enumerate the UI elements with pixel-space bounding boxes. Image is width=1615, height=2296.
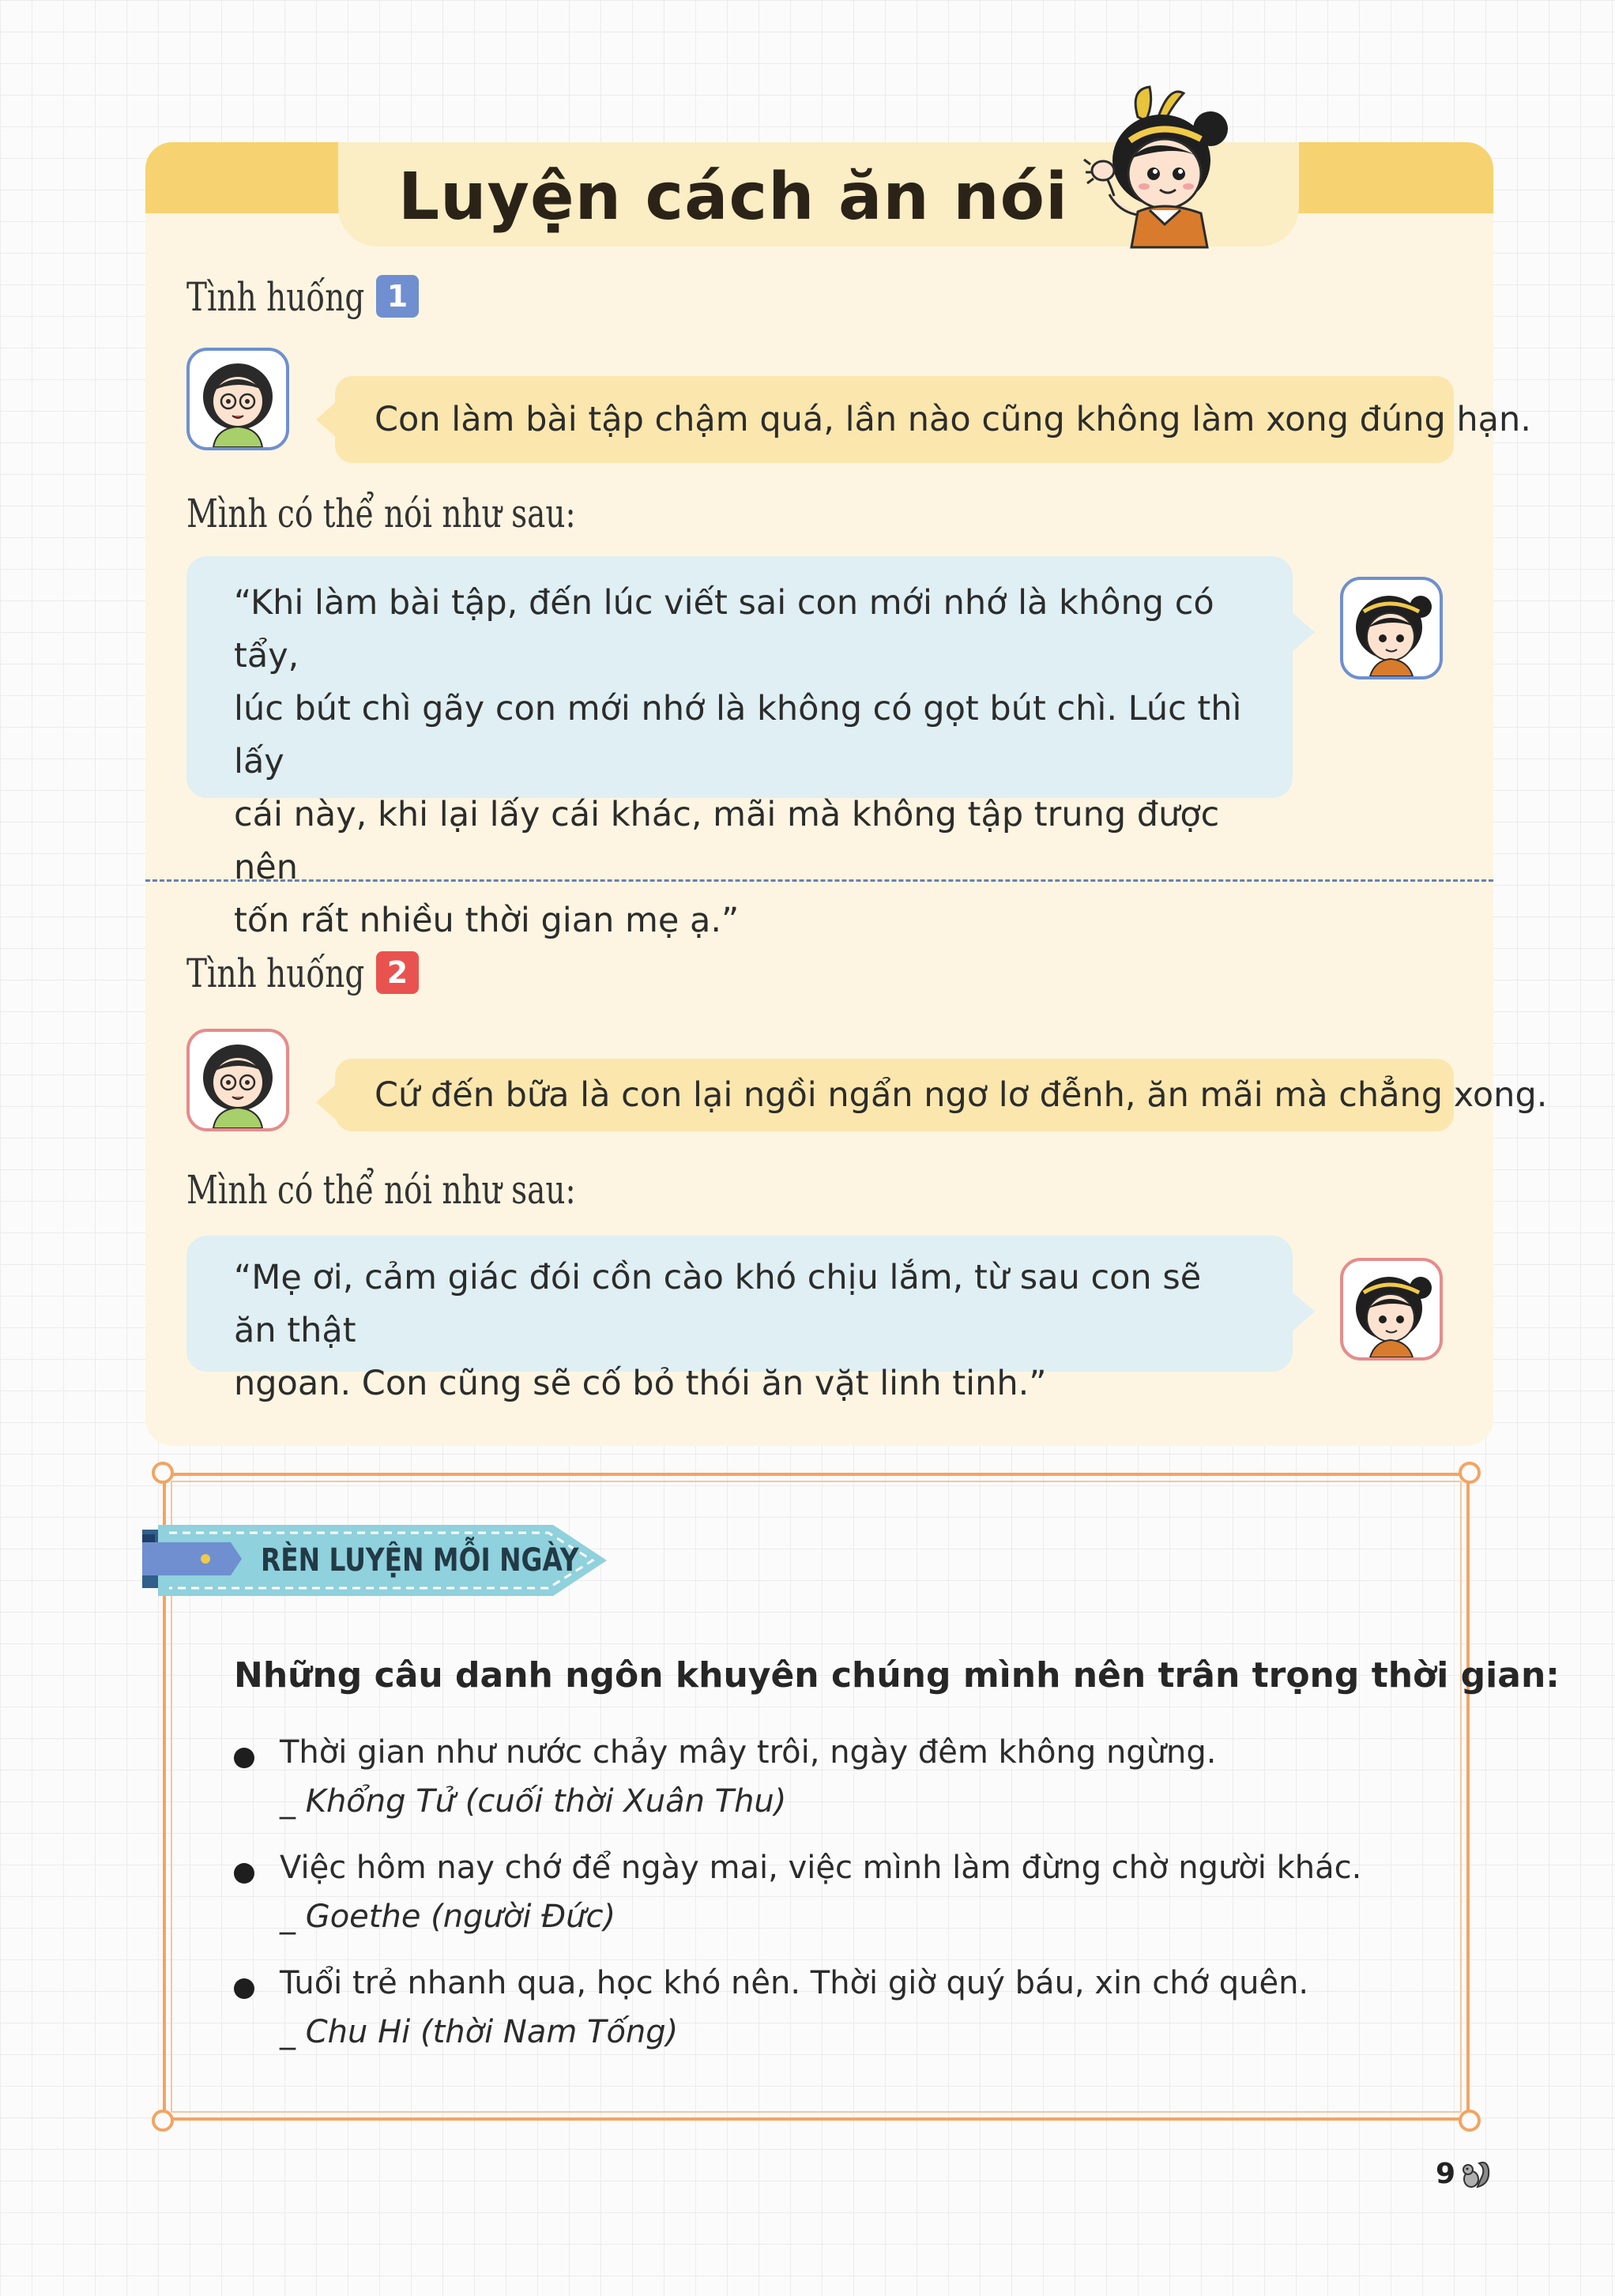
frame-corner bbox=[152, 1462, 174, 1484]
situation-1-say-label: Mình có thể nói như sau: bbox=[186, 491, 576, 536]
quotes-heading: Những câu danh ngôn khuyên chúng mình nên trân trọng thời gian: bbox=[234, 1655, 1560, 1696]
quote-author: _ Khổng Tử (cuối thời Xuân Thu) bbox=[280, 1783, 787, 1820]
quote-author: _ Goethe (người Đức) bbox=[280, 1899, 616, 1935]
situation-2-label: Tình huống bbox=[186, 950, 365, 996]
kid-line: tốn rất nhiều thời gian mẹ ạ.” bbox=[234, 901, 740, 940]
quote-item bbox=[234, 1842, 1451, 1945]
frame-corner bbox=[152, 2110, 174, 2132]
quote-item bbox=[234, 1727, 1451, 1830]
bullet-icon bbox=[234, 1863, 254, 1884]
quote-text: Tuổi trẻ nhanh qua, học khó nên. Thời giờ quý báu, xin chớ quên. bbox=[280, 1965, 1309, 2001]
situation-1-label: Tình huống bbox=[186, 274, 365, 320]
bullet-icon bbox=[234, 1978, 254, 1999]
section-divider bbox=[145, 879, 1493, 882]
quote-item bbox=[234, 1958, 1451, 2061]
kid-line: “Mẹ ơi, cảm giác đói cồn cào khó chịu lắm, từ sau con sẽ ăn thật bbox=[234, 1258, 1202, 1350]
quote-text: Thời gian như nước chảy mây trôi, ngày đêm không ngừng. bbox=[280, 1734, 1217, 1771]
mom-avatar bbox=[186, 348, 289, 450]
quote-author: _ Chu Hi (thời Nam Tống) bbox=[280, 2014, 679, 2050]
quote-text: Việc hôm nay chớ để ngày mai, việc mình làm đừng chờ người khác. bbox=[280, 1850, 1362, 1886]
squirrel-icon bbox=[1459, 2157, 1492, 2190]
kid-avatar bbox=[1340, 1258, 1443, 1361]
kid-line: cái này, khi lại lấy cái khác, mãi mà không tập trung được nên bbox=[234, 795, 1220, 887]
practice-ribbon-label: RÈN LUYỆN MỖI NGÀY bbox=[261, 1542, 579, 1579]
page-number: 9 bbox=[1435, 2158, 1455, 2190]
kid-line: lúc bút chì gãy con mới nhớ là không có gọt bút chì. Lúc thì lấy bbox=[234, 689, 1242, 781]
situation-1-number-badge: 1 bbox=[376, 275, 419, 318]
girl-waving-illustration bbox=[1082, 85, 1264, 251]
kid-line: ngoan. Con cũng sẽ cố bỏ thói ăn vặt linh tinh.” bbox=[234, 1364, 1047, 1403]
kid-line: “Khi làm bài tập, đến lúc viết sai con mới nhớ là không có tẩy, bbox=[234, 583, 1214, 676]
kid-speech-bubble bbox=[186, 556, 1293, 940]
mom-speech-bubble: Cứ đến bữa là con lại ngồi ngẩn ngơ lơ đễnh, ăn mãi mà chẳng xong. bbox=[335, 1059, 1454, 1131]
kid-avatar bbox=[1340, 577, 1443, 679]
mom-speech-bubble: Con làm bài tập chậm quá, lần nào cũng không làm xong đúng hạn. bbox=[335, 376, 1454, 463]
bullet-icon bbox=[234, 1748, 254, 1768]
frame-corner bbox=[1459, 1462, 1481, 1484]
frame-corner bbox=[1459, 2110, 1481, 2132]
mom-avatar bbox=[186, 1029, 289, 1131]
kid-speech-bubble bbox=[186, 1236, 1293, 1403]
page-title: Luyện cách ăn nói bbox=[397, 160, 1069, 235]
situation-2-number-badge: 2 bbox=[376, 951, 419, 994]
situation-2-say-label: Mình có thể nói như sau: bbox=[186, 1167, 576, 1213]
